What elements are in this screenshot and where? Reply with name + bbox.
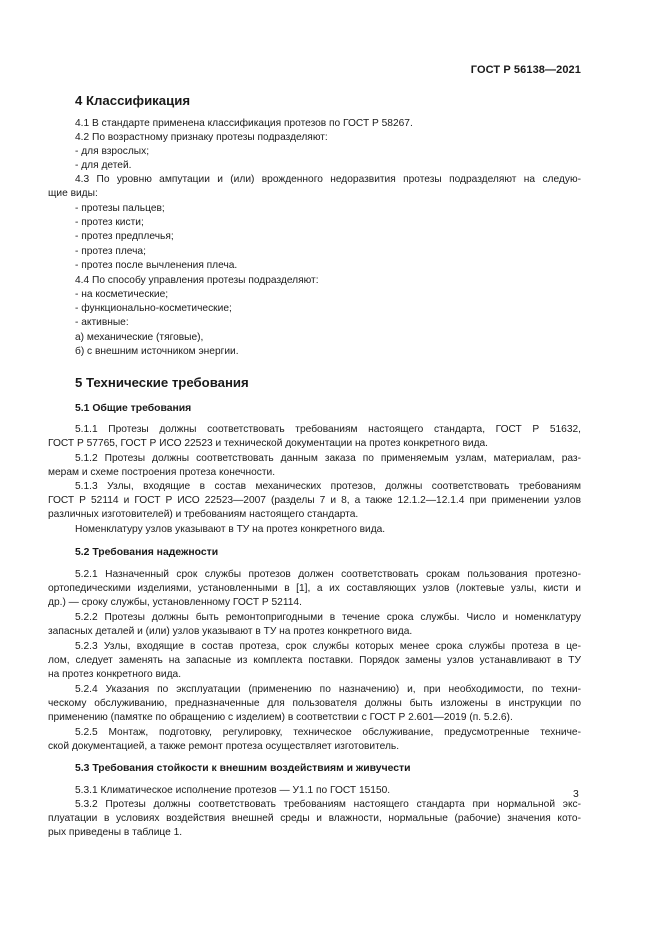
- list-item: - функционально-косметические;: [75, 303, 232, 314]
- list-item: - протез кисти;: [75, 217, 144, 228]
- paragraph-4-4: 4.4 По способу управления протезы подразделяют:: [75, 275, 319, 286]
- document-header: ГОСТ Р 56138—2021: [470, 64, 581, 76]
- list-item: - для детей.: [75, 160, 132, 171]
- subsection-5-1-heading: 5.1 Общие требования: [75, 403, 192, 414]
- paragraph-5-3-1: 5.3.1 Климатическое исполнение протезов — У1.1 по ГОСТ 15150.: [75, 785, 391, 796]
- paragraph-5-2-2: 5.2.2 Протезы должны быть ремонтопригодными в течение срока службы. Число и номенклатуру: [75, 612, 581, 623]
- section-4-heading: 4 Классификация: [75, 93, 191, 108]
- paragraph-5-3-2: 5.3.2 Протезы должны соответствовать требованиям настоящего стандарта при нормальной экс-: [75, 799, 581, 810]
- paragraph-5-1-note: Номенклатуру узлов указывают в ТУ на протез конкретного вида.: [75, 524, 386, 535]
- paragraph-5-3-2-cont: плуатации в условиях воздействия внешней среды и влажности, нормальные (рабочие) значения кото-: [48, 813, 581, 824]
- list-item: - активные:: [75, 317, 129, 328]
- subsection-5-3-heading: 5.3 Требования стойкости к внешним воздействиям и живучести: [75, 763, 411, 774]
- list-item: - протез плеча;: [75, 246, 146, 257]
- paragraph-5-2-1-cont: др.) — сроку службы, установленному ГОСТ Р 52114.: [48, 597, 302, 608]
- paragraph-5-2-4-cont: применению (памятке по обращению с изделием) в соответствии с ГОСТ Р 2.601—2019 (п. 5.2.6).: [48, 712, 513, 723]
- paragraph-5-2-4: 5.2.4 Указания по эксплуатации (применению по назначению) и, при необходимости, по техни-: [75, 684, 581, 695]
- list-item: - протезы пальцев;: [75, 203, 165, 214]
- paragraph-5-2-1: 5.2.1 Назначенный срок службы протезов должен соответствовать срокам пользования протезно-: [75, 569, 581, 580]
- paragraph-5-1-3: 5.1.3 Узлы, входящие в состав механических протезов, должны соответствовать требованиям: [75, 481, 581, 492]
- paragraph-5-2-4-cont: ческому обслуживанию, предназначенные для пользователя должны быть изложены в инструкции по: [48, 698, 581, 709]
- paragraph-5-1-3-cont: различных изготовителей) и требованиям настоящего стандарта.: [48, 509, 359, 520]
- paragraph-5-1-2: 5.1.2 Протезы должны соответствовать данным заказа по применяемым узлам, материалам, раз-: [75, 453, 581, 464]
- paragraph-4-2: 4.2 По возрастному признаку протезы подразделяют:: [75, 132, 328, 143]
- paragraph-4-1: 4.1 В стандарте применена классификация протезов по ГОСТ Р 58267.: [75, 118, 413, 129]
- paragraph-5-3-2-cont: рых приведены в таблице 1.: [48, 827, 183, 838]
- paragraph-5-2-5-cont: ской документацией, а также ремонт протеза осуществляет изготовитель.: [48, 741, 400, 752]
- list-item: - для взрослых;: [75, 146, 150, 157]
- page-number: 3: [573, 789, 579, 800]
- list-item: б) с внешним источником энергии.: [75, 346, 239, 357]
- paragraph-5-1-1-cont: ГОСТ Р 57765, ГОСТ Р ИСО 22523 и технической документации на протез конкретного вида.: [48, 438, 489, 449]
- list-item: - на косметические;: [75, 289, 169, 300]
- paragraph-5-1-3-cont: ГОСТ Р 52114 и ГОСТ Р ИСО 22523—2007 (разделы 7 и 8, а также 12.1.2—12.1.4 при применении узлов: [48, 495, 581, 506]
- paragraph-4-3-cont: щие виды:: [48, 188, 98, 199]
- paragraph-5-1-1: 5.1.1 Протезы должны соответствовать требованиям настоящего стандарта, ГОСТ Р 51632,: [75, 424, 581, 435]
- subsection-5-2-heading: 5.2 Требования надежности: [75, 547, 219, 558]
- list-item: - протез после вычленения плеча.: [75, 260, 238, 271]
- list-item: - протез предплечья;: [75, 231, 174, 242]
- paragraph-5-2-3: 5.2.3 Узлы, входящие в состав протеза, срок службы которых менее срока службы протеза в це-: [75, 641, 581, 652]
- paragraph-5-2-3-cont: лом, следует заменять на запасные из комплекта поставки. Порядок замены узлов устанавливают в ТУ: [48, 655, 581, 666]
- paragraph-5-2-3-cont: на протез конкретного вида.: [48, 669, 182, 680]
- paragraph-5-1-2-cont: мерам и схеме построения протеза конечности.: [48, 467, 276, 478]
- paragraph-5-2-5: 5.2.5 Монтаж, подготовку, регулировку, техническое обслуживание, предусмотренные техниче-: [75, 727, 581, 738]
- paragraph-5-2-2-cont: запасных деталей и (или) узлов указывают в ТУ на протез конкретного вида.: [48, 626, 413, 637]
- paragraph-4-3: 4.3 По уровню ампутации и (или) врожденного недоразвития протезы подразделяют на следую-: [75, 174, 581, 185]
- section-5-heading: 5 Технические требования: [75, 375, 249, 390]
- list-item: а) механические (тяговые),: [75, 332, 204, 343]
- paragraph-5-2-1-cont: ортопедическими изделиями, установленными в [1], а их составляющих узлов (локтевые узлы, кисти и: [48, 583, 581, 594]
